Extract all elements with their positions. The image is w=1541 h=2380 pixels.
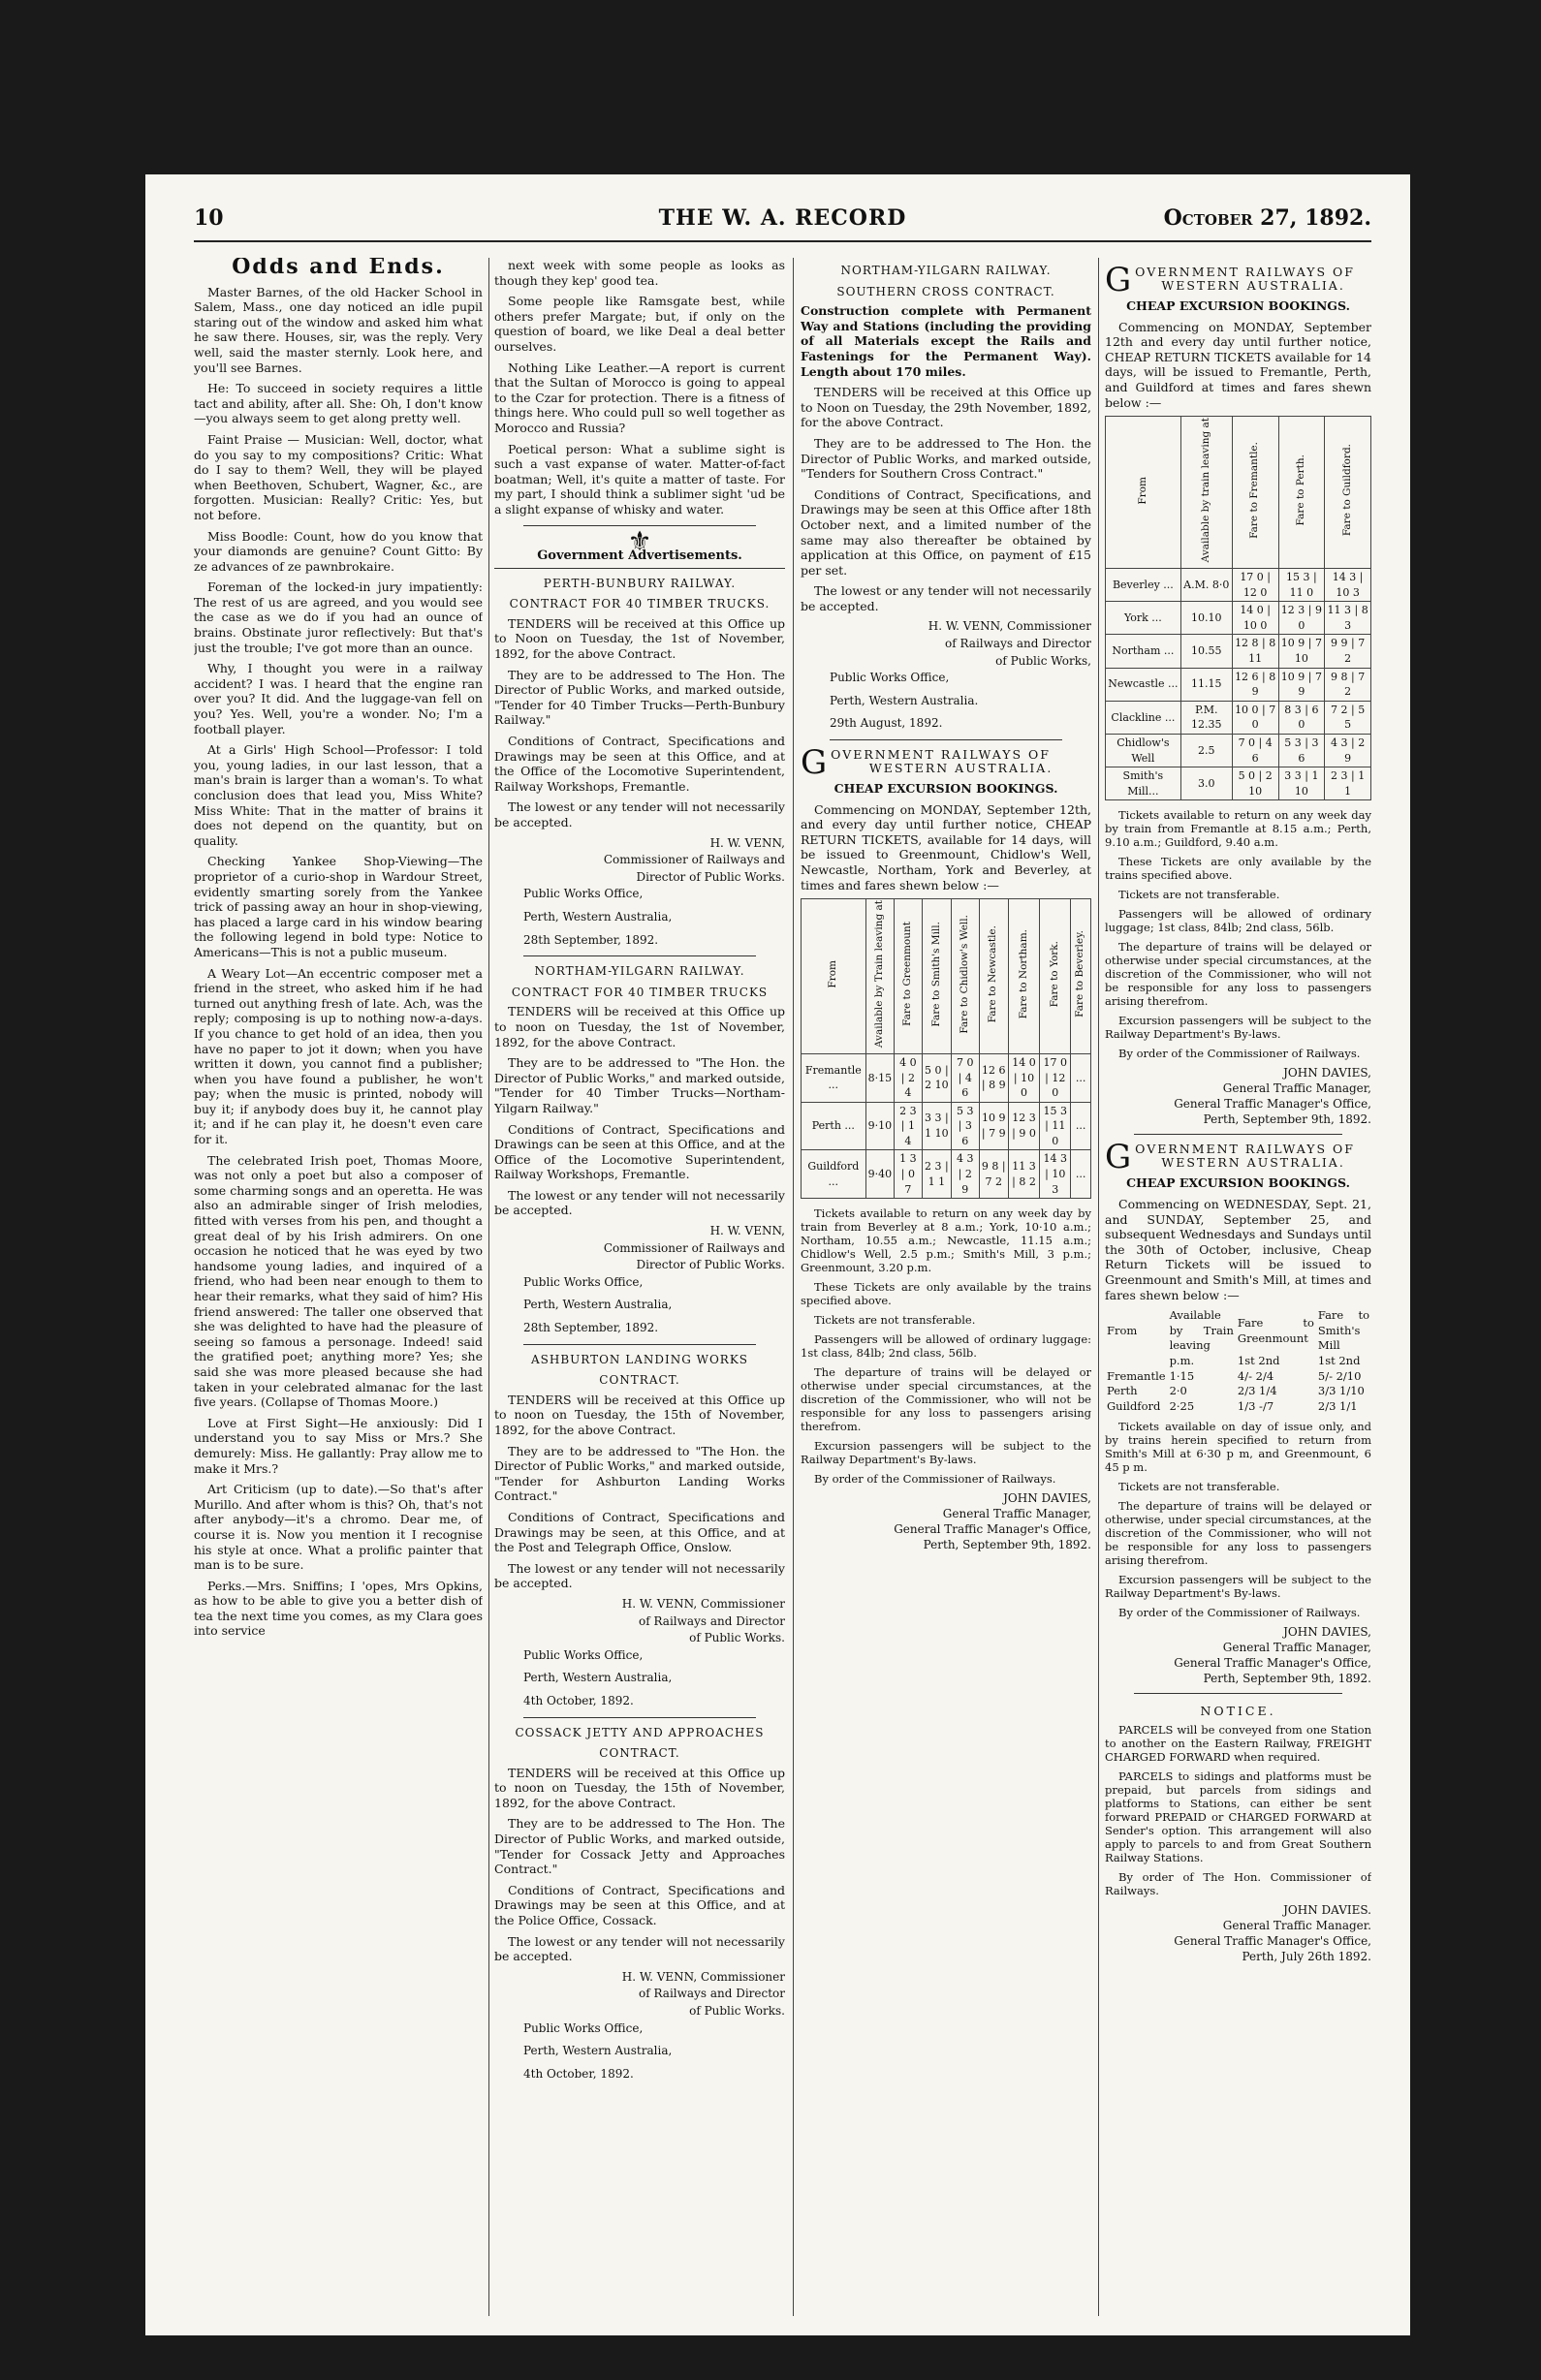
ad-conditions	[1105, 1420, 1371, 1685]
table-cell: 9 9 | 7 2	[1325, 635, 1371, 668]
table-cell: 10 0 | 7 0	[1232, 701, 1278, 734]
table-cell: 3/3 1/10	[1317, 1384, 1365, 1398]
column-header: p.m.	[1169, 1353, 1195, 1367]
page-number: 10	[194, 205, 224, 231]
column-header	[979, 899, 1008, 1054]
signature-line: Director of Public Works.	[636, 869, 785, 884]
signature-line: of Public Works.	[689, 1631, 785, 1645]
paragraph: PARCELS to sidings and platforms must be prepaid, but parcels from sidings and platforms to Stations, can either be sent forward PREPAID or CHARGED FORWARD at Sender's option. This arrangement will also apply to parcels to and from Great Southern Railway Stations.	[1105, 1769, 1371, 1864]
ad-title-block	[801, 743, 1091, 783]
table-cell: Clackline ...	[1106, 701, 1181, 734]
paragraph: Miss Boodle: Count, how do you know that your diamonds are genuine? Count Gitto: By ze advances of ze pawnbrokaire.	[194, 528, 483, 574]
page-header	[194, 205, 1371, 242]
table-cell: 10 9 | 7 10	[1278, 635, 1325, 668]
signature-line: H. W. VENN,	[709, 1224, 785, 1238]
fare-table	[1105, 416, 1371, 800]
table-row	[802, 1053, 1091, 1102]
paragraph: Conditions of Contract, Specifications and Drawings may be seen at this Office, and at the Office of the Locomotive Superintendent, Railway Workshops, Fremantle.	[494, 734, 785, 794]
table-row	[1106, 735, 1371, 767]
signature-line: Perth, Western Australia,	[523, 909, 673, 924]
ad-subtitle: CHEAP EXCURSION BOOKINGS.	[833, 781, 1058, 797]
column-rule	[488, 258, 489, 2316]
ad-subtitle: CONTRACT FOR 40 TIMBER TRUCKS.	[509, 597, 770, 611]
signature-line: 29th August, 1892.	[830, 716, 943, 731]
column-header-label: Fare to Perth.	[1295, 454, 1307, 526]
column-header-label: Fare to Northam.	[1017, 929, 1029, 1019]
column-header-label: Fare to Guildford.	[1340, 444, 1353, 537]
signature-line: Public Works Office,	[523, 1274, 644, 1289]
table-cell: 10.55	[1180, 635, 1232, 668]
table-header-row	[1106, 417, 1371, 569]
column-header-label: From	[827, 959, 838, 988]
paragraph: Perks.—Mrs. Sniffins; I 'opes, Mrs Opkins, as how to be able to give you a better dish of tea the next time you comes, as my Clara goes into service	[194, 1578, 483, 1639]
ad-conditions	[801, 1206, 1091, 1551]
ad-subtitle: CHEAP EXCURSION BOOKINGS.	[1126, 1175, 1350, 1191]
column-three	[801, 258, 1091, 2316]
column-header	[1008, 899, 1039, 1054]
column-header	[802, 899, 866, 1054]
column-header-label: Fare to Chidlow's Well.	[958, 914, 970, 1034]
paragraph: TENDERS will be received at this Office up to Noon on Tuesday, the 1st of November, 1892, for the above Contract.	[494, 615, 785, 662]
signature-line: 28th September, 1892.	[523, 1321, 659, 1335]
table-cell: 2/3 1/1	[1317, 1398, 1358, 1413]
tender-advertisements	[494, 577, 785, 2082]
table-cell: 8 3 | 6 0	[1278, 701, 1325, 734]
table-cell: 4 3 | 2 9	[1325, 735, 1371, 767]
column-header	[865, 899, 895, 1054]
column-header	[1180, 417, 1232, 569]
table-cell: 14 0 | 10 0	[1232, 602, 1278, 635]
ad-lead: Construction complete with Permanent Way and Stations (including the providing of all Materials except the Rails and Fastenings for the Permanent Way). Length about 170 miles.	[801, 303, 1091, 379]
paragraph: Tickets available on day of issue only, and by trains herein specified to return from Smith's Mill at 6·30 p m, and Greenmount, 6 45 p m.	[1105, 1420, 1371, 1475]
column-four	[1105, 258, 1371, 2316]
table-cell: Northam ...	[1106, 635, 1181, 668]
divider	[523, 1344, 756, 1345]
paragraph: The departure of trains will be delayed or otherwise under special circumstances, at the discretion of the Commissioner, who will not be responsible for any loss to passengers arising therefrom.	[801, 1365, 1091, 1434]
ad-subtitle: CONTRACT.	[599, 1373, 680, 1388]
paragraph: Master Barnes, of the old Hacker School in Salem, Mass., one day noticed an idle pupil staring out of the window and asked him what he saw there. Houses, sir, was the reply. Very well, said the master sternly. Look here, and you'll see Barnes.	[194, 284, 483, 375]
table-row	[1105, 1384, 1371, 1399]
paragraph: TENDERS will be received at this Office up to Noon on Tuesday, the 29th November, 1892, for the above Contract.	[801, 385, 1091, 430]
table-cell: ...	[1071, 1102, 1091, 1150]
column-two	[494, 258, 785, 2316]
signature-line: 4th October, 1892.	[523, 1693, 634, 1707]
ad-title-block	[1105, 1138, 1371, 1177]
ad-title: ASHBURTON LANDING WORKS	[530, 1352, 749, 1366]
table-cell: 17 0 | 12 0	[1232, 569, 1278, 602]
table-cell: 5 3 | 3 6	[952, 1102, 980, 1150]
column-header-label: Available by Train leaving at	[873, 900, 886, 1049]
column-header: Fare to Smith's Mill	[1317, 1308, 1369, 1353]
table-cell: Guildford	[1107, 1398, 1161, 1413]
table-cell: 11.15	[1180, 668, 1232, 701]
ad-conditions	[1105, 808, 1371, 1126]
table-cell: 12 6 | 8 9	[1232, 668, 1278, 701]
table-cell: 5 0 | 2 10	[1232, 767, 1278, 800]
crest-icon: ⚜	[627, 524, 652, 557]
ad-subtitle: CHEAP EXCURSION BOOKINGS.	[1126, 298, 1350, 313]
paragraph: Conditions of Contract, Specifications, and Drawings may be seen at this Office after 18th October next, and a limited number of the same may also thereafter be obtained by application at this Office, on payment of £15 per set.	[801, 486, 1091, 578]
paragraph: Conditions of Contract, Specifications and Drawings may be seen, at this Office, and at the Post and Telegraph Office, Onslow.	[494, 1509, 785, 1555]
signature-line: JOHN DAVIES,	[1003, 1491, 1091, 1506]
table-row	[1105, 1369, 1371, 1385]
table-row	[1105, 1399, 1371, 1415]
divider	[523, 955, 756, 956]
table-cell: Smith's Mill...	[1106, 767, 1181, 800]
paragraph: Tickets are not transferable.	[1118, 888, 1280, 902]
paragraph: Nothing Like Leather.—A report is current that the Sultan of Morocco is going to appeal to the Czar for protection. There is a fitness of things here. Who could pull so well together as Morocco and Russia?	[494, 360, 785, 435]
paragraph: next week with some people as looks as though they kep' good tea.	[494, 258, 785, 288]
ad-body	[801, 385, 1091, 732]
column-header-label: Fare to Greenmount	[901, 922, 914, 1027]
signature-line: JOHN DAVIES,	[1283, 1066, 1371, 1080]
table-cell: 5 0 | 2 10	[922, 1053, 951, 1102]
column-header: 1st 2nd	[1317, 1353, 1361, 1367]
table-cell: 2.5	[1180, 735, 1232, 767]
table-row	[1106, 602, 1371, 635]
paragraph: Checking Yankee Shop-Viewing—The proprietor of a curio-shop in Wardour Street, evidently smarting sorely from the Yankee trick of passing away an hour in shop-viewing, has placed a large card in his window bearing the following legend in bold type: Notice to Americans—This is not a public museum.	[194, 854, 483, 959]
paragraph: Tickets available to return on any week day by train from Beverley at 8 a.m.; York, 10·10 a.m.; Northam, 10.55 a.m.; Newcastle, 11.15 a.m.; Chidlow's Well, 2.5 p.m.; Smith's Mill, 3 p.m.; Greenmount, 3.20 p.m.	[801, 1206, 1091, 1275]
signature-line: Public Works Office,	[830, 671, 950, 685]
ad-title-line: WESTERN AUSTRALIA.	[1161, 1155, 1345, 1171]
notice-body	[1105, 1723, 1371, 1963]
column-header	[1106, 417, 1181, 569]
paragraph: Tickets are not transferable.	[814, 1313, 976, 1328]
paragraph: By order of the Commissioner of Railways.	[1118, 1606, 1361, 1620]
article-paragraphs	[194, 285, 483, 1639]
paragraph: Excursion passengers will be subject to the Railway Department's By-laws.	[1105, 1014, 1371, 1042]
column-header: Fare to Greenmount	[1237, 1315, 1314, 1345]
table-cell: 7 2 | 5 5	[1325, 701, 1371, 734]
ad-title: NORTHAM-YILGARN RAILWAY.	[840, 264, 1052, 277]
paragraph: Tickets available to return on any week day by train from Fremantle at 8.15 a.m.; Perth, 9.10 a.m.; Guildford, 9.40 a.m.	[1105, 808, 1371, 850]
table-cell: 8·15	[865, 1053, 895, 1102]
table-row	[802, 1150, 1091, 1199]
ad-title: COSSACK JETTY AND APPROACHES	[515, 1725, 765, 1739]
paragraph: The lowest or any tender will not necessarily be accepted.	[494, 1187, 785, 1218]
table-cell: ...	[1071, 1150, 1091, 1199]
paragraph: The lowest or any tender will not necessarily be accepted.	[494, 1560, 785, 1591]
column-header-label: Fare to Beverley.	[1074, 930, 1086, 1018]
government-advertisements-heading: Government Advertisements.	[494, 548, 785, 569]
signature-line: of Railways and Director	[945, 637, 1091, 651]
signature-line: Perth, September 9th, 1892.	[1203, 1112, 1371, 1127]
table-cell: Chidlow's Well	[1106, 735, 1181, 767]
table-cell: Fremantle	[1107, 1368, 1166, 1383]
column-header	[1040, 899, 1071, 1054]
ad-intro: Commencing on WEDNESDAY, Sept. 21, and SUNDAY, September 25, and subsequent Wednesdays and Sundays until the 30th of October, inclusive, Cheap Return Tickets will be issued to Greenmount and Smith's Mill, at times and fares shewn below :—	[1105, 1196, 1371, 1302]
divider	[1134, 1134, 1342, 1135]
signature-line: H. W. VENN,	[709, 835, 785, 850]
paragraph: Excursion passengers will be subject to the Railway Department's By-laws.	[801, 1439, 1091, 1467]
table-cell: 11 3 | 8 3	[1325, 602, 1371, 635]
table-cell: 4/- 2/4	[1237, 1368, 1274, 1383]
table-cell: 4 3 | 2 9	[952, 1150, 980, 1199]
table-cell: 4 0 | 2 4	[895, 1053, 923, 1102]
signature-line: General Traffic Manager's Office,	[894, 1522, 1091, 1537]
table-cell: ...	[1071, 1053, 1091, 1102]
drop-cap: G	[801, 743, 828, 783]
signature-line: H. W. VENN, Commissioner	[621, 1969, 785, 1984]
paragraph: They are to be addressed to The Hon. The Director of Public Works, and marked outside, "Tender for 40 Timber Trucks—Perth-Bunbury Railway."	[494, 667, 785, 728]
paragraph: Tickets are not transferable.	[1118, 1480, 1280, 1494]
signature-line: 28th September, 1892.	[523, 932, 659, 947]
paragraph: TENDERS will be received at this Office up to noon on Tuesday, the 15th of November, 1892, for the above Contract.	[494, 1392, 785, 1437]
table-row	[802, 1102, 1091, 1150]
paragraph: Passengers will be allowed of ordinary luggage: 1st class, 84lb; 2nd class, 56lb.	[801, 1332, 1091, 1361]
fare-table	[1105, 1308, 1371, 1414]
signature-line: Public Works Office,	[523, 2020, 644, 2035]
paragraph: By order of the Commissioner of Railways.	[814, 1472, 1056, 1487]
signature-line: Public Works Office,	[523, 1647, 644, 1662]
table-cell: P.M. 12.35	[1180, 701, 1232, 734]
signature-line: of Railways and Director	[639, 1987, 785, 2001]
table-cell: Perth	[1107, 1384, 1138, 1398]
table-cell: 12 8 | 8 11	[1232, 635, 1278, 668]
signature-line: Perth, Western Australia,	[523, 2044, 673, 2058]
signature-line: of Railways and Director	[639, 1613, 785, 1628]
column-header-label: Available by train leaving at	[1199, 418, 1211, 563]
paragraph: Passengers will be allowed of ordinary luggage; 1st class, 84lb; 2nd class, 56lb.	[1105, 907, 1371, 935]
signature-line: Perth, July 26th 1892.	[1242, 1949, 1371, 1963]
column-header	[922, 899, 951, 1054]
ad-title: PERTH-BUNBURY RAILWAY.	[543, 576, 737, 590]
table-cell: 2·25	[1169, 1398, 1195, 1413]
table-cell: Fremantle ...	[802, 1053, 866, 1102]
signature-line: Perth, Western Australia,	[523, 1671, 673, 1685]
signature-line: Director of Public Works.	[636, 1258, 785, 1272]
drop-cap: G	[1105, 261, 1132, 299]
ad-title-line: OVERNMENT RAILWAYS OF	[831, 747, 1051, 763]
table-cell: 14 3 | 10 3	[1325, 569, 1371, 602]
table-cell: 9·40	[865, 1150, 895, 1199]
paragraph: Excursion passengers will be subject to the Railway Department's By-laws.	[1105, 1573, 1371, 1601]
table-cell: 1/3 -/7	[1237, 1398, 1274, 1413]
signature-line: 4th October, 1892.	[523, 2066, 634, 2081]
column-header-label: Fare to Smith's Mill.	[929, 921, 942, 1027]
table-header-row	[802, 899, 1091, 1054]
table-cell: 10 9 | 7 9	[979, 1102, 1008, 1150]
paragraph: The departure of trains will be delayed or otherwise under special circumstances, at the discretion of the Commissioner, who will not be responsible for any loss to passengers arising therefrom.	[1105, 940, 1371, 1009]
table-cell: 17 0 | 12 0	[1040, 1053, 1071, 1102]
table-cell: Guildford ...	[802, 1150, 866, 1199]
paragraph: The lowest or any tender will not necessarily be accepted.	[494, 799, 785, 830]
divider	[830, 739, 1062, 740]
table-cell: 10 9 | 7 9	[1278, 668, 1325, 701]
table-cell: 2 3 | 1 1	[922, 1150, 951, 1199]
column-header-label: Fare to Newcastle.	[987, 925, 999, 1023]
column-header	[952, 899, 980, 1054]
column-header: Available by Train leaving	[1169, 1308, 1234, 1353]
paragraph: Art Criticism (up to date).—So that's after Murillo. And after whom is this? Oh, that's not after anybody—it's a chromo. Dear me, of course it is. Now you mention it I recognise his style at once. What a prolific painter that man is to be sure.	[194, 1482, 483, 1573]
ad-title-line: OVERNMENT RAILWAYS OF	[1135, 1142, 1355, 1157]
paragraph: Some people like Ramsgate best, while others prefer Margate; but, if only on the question of board, we like Deal a deal better ourselves.	[494, 294, 785, 354]
signature-line: Commissioner of Railways and	[603, 1240, 785, 1255]
signature-line: Perth, Western Australia,	[523, 1298, 673, 1312]
column-header-label: Fare to York.	[1048, 941, 1060, 1008]
signature-line: of Public Works.	[689, 2004, 785, 2018]
table-cell: 2 3 | 1 1	[1325, 767, 1371, 800]
paragraph: Faint Praise — Musician: Well, doctor, what do you say to my compositions? Critic: What do I say to them? Well, they will be played when Beethoven, Schubert, Wagner, &c., are forgotten. Musician: Really? Critic: Yes, but not before.	[194, 431, 483, 522]
column-header-label: Fare to Fremantle.	[1248, 441, 1261, 539]
table-cell: 14 3 | 10 3	[1040, 1150, 1071, 1199]
ad-title-line: OVERNMENT RAILWAYS OF	[1135, 265, 1355, 279]
paragraph: They are to be addressed to The Hon. the Director of Public Works, and marked outside, "Tenders for Southern Cross Contract."	[801, 435, 1091, 482]
table-row	[1106, 701, 1371, 734]
column-odds-and-ends	[194, 258, 483, 2316]
signature-line: General Traffic Manager.	[1222, 1918, 1371, 1932]
paragraph: They are to be addressed to The Hon. The Director of Public Works, and marked outside, "Tender for Cossack Jetty and Approaches Contract."	[494, 1816, 785, 1877]
table-row	[1106, 767, 1371, 800]
article-paragraphs	[494, 258, 785, 517]
issue-date: October 27, 1892.	[1163, 205, 1371, 231]
signature-line: General Traffic Manager,	[1222, 1641, 1371, 1655]
paragraph: By order of The Hon. Commissioner of Railways.	[1105, 1869, 1371, 1897]
table-cell: 9·10	[865, 1102, 895, 1150]
signature-line: of Public Works,	[995, 653, 1091, 668]
table-cell: 5/- 2/10	[1317, 1368, 1362, 1383]
table-cell: York ...	[1106, 602, 1181, 635]
column-header: 1st 2nd	[1237, 1353, 1280, 1367]
ad-intro: Commencing on MONDAY, September 12th and every day until further notice, CHEAP RETURN TICKETS available for 14 days, will be issued to Fremantle, Perth, and Guildford at times and fares shewn below :—	[1105, 319, 1371, 410]
column-header	[1325, 417, 1371, 569]
paragraph: TENDERS will be received at this Office up to noon on Tuesday, the 1st of November, 1892, for the above Contract.	[494, 1004, 785, 1049]
paragraph: Foreman of the locked-in jury impatiently: The rest of us are agreed, and you would see the case as we do if you had an ounce of brains. Obstinate juror reflectively: But that's just the trouble; I've got more than an ounce.	[194, 579, 483, 655]
ad-subtitle: SOUTHERN CROSS CONTRACT.	[836, 284, 1055, 298]
signature-line: H. W. VENN, Commissioner	[928, 619, 1091, 634]
paragraph: Poetical person: What a sublime sight is such a vast expanse of water. Matter-of-fact boatman; Well, it's quite a matter of taste. For my part, I should think a sublimer sight 'ud be a slight expanse of whisky and water.	[494, 441, 785, 517]
signature-line: JOHN DAVIES,	[1283, 1625, 1371, 1640]
paragraph: These Tickets are only available by the trains specified above.	[801, 1280, 1091, 1308]
column-header	[1278, 417, 1325, 569]
signature-line: General Traffic Manager,	[1222, 1081, 1371, 1096]
signature-line: H. W. VENN, Commissioner	[621, 1596, 785, 1611]
table-cell: 2/3 1/4	[1237, 1384, 1277, 1398]
table-cell: 12 3 | 9 0	[1008, 1102, 1039, 1150]
drop-cap: G	[1105, 1138, 1132, 1177]
table-cell: 1·15	[1169, 1368, 1195, 1383]
divider	[1134, 1693, 1342, 1694]
signature-line: General Traffic Manager's Office,	[1174, 1656, 1371, 1671]
table-cell: 3 3 | 1 10	[922, 1102, 951, 1150]
table-cell: 5 3 | 3 6	[1278, 735, 1325, 767]
table-cell: 1 3 | 0 7	[895, 1150, 923, 1199]
signature-line: JOHN DAVIES.	[1283, 1902, 1371, 1917]
newspaper-page	[145, 174, 1410, 2335]
column-header	[1071, 899, 1091, 1054]
table-cell: 12 3 | 9 0	[1278, 602, 1325, 635]
paragraph: Why, I thought you were in a railway accident? I was. I heard that the engine ran over you? It did. And the luggage-van fell on you? Yes. Well, you're a wonder. No; I'm a football player.	[194, 661, 483, 736]
table-cell: 7 0 | 4 6	[952, 1053, 980, 1102]
paragraph: The celebrated Irish poet, Thomas Moore, was not only a poet but also a composer of some charming songs and an operetta. He was also an admirable singer of Irish melodies, fitted with verses from his pen, and thought a great deal of by his Irish admirers. On one occasion he noticed that he was eyed by two handsome young ladies, and inquired of a friend, who had been near enough to them to hear their remarks, what they said of him? His friend answered: The taller one observed that she was delighted to have had the pleasure of seeing so famous a personage. Indeed! said the gratified poet; anything more? Yes; she said she was more pleased because she had taken in your celebrated almanac for the last five years. (Collapse of Thomas Moore.)	[194, 1152, 483, 1410]
table-cell: 14 0 | 10 0	[1008, 1053, 1039, 1102]
ad-intro: Commencing on MONDAY, September 12th, and every day until further notice, CHEAP RETURN TICKETS, available for 14 days, will be issued to Greenmount, Chidlow's Well, Newcastle, Northam, York and Beverley, at times and fares shewn below :—	[801, 801, 1091, 892]
divider	[523, 1717, 756, 1718]
column-header	[895, 899, 923, 1054]
column-header	[1232, 417, 1278, 569]
ad-title: NORTHAM-YILGARN RAILWAY.	[534, 964, 745, 979]
table-cell: 3.0	[1180, 767, 1232, 800]
paragraph: The lowest or any tender will not necessarily be accepted.	[801, 583, 1091, 613]
table-cell: Perth ...	[802, 1102, 866, 1150]
paragraph: They are to be addressed to "The Hon. the Director of Public Works," and marked outside, "Tender for Ashburton Landing Works Contract."	[494, 1443, 785, 1504]
masthead-title: THE W. A. RECORD	[658, 205, 907, 231]
signature-line: Perth, September 9th, 1892.	[1203, 1672, 1371, 1686]
table-cell: Newcastle ...	[1106, 668, 1181, 701]
column-header-label: From	[1136, 476, 1148, 505]
signature-line: Perth, Western Australia.	[830, 693, 979, 707]
column-rule	[793, 258, 794, 2316]
ad-title-block	[1105, 261, 1371, 299]
table-row	[1106, 635, 1371, 668]
table-cell: 2 3 | 1 4	[895, 1102, 923, 1150]
paragraph: He: To succeed in society requires a little tact and ability, after all. She: Oh, I don't know—you always seem to get along pretty well.	[194, 381, 483, 426]
table-cell: 2·0	[1169, 1384, 1187, 1398]
paragraph: The lowest or any tender will not necessarily be accepted.	[494, 1933, 785, 1964]
paragraph: TENDERS will be received at this Office up to noon on Tuesday, the 15th of November, 1892, for the above Contract.	[494, 1765, 785, 1810]
table-cell: 9 8 | 7 2	[1325, 668, 1371, 701]
table-cell: 7 0 | 4 6	[1232, 735, 1278, 767]
column-rule	[1098, 258, 1099, 2316]
signature-line: Commissioner of Railways and	[603, 853, 785, 867]
table-cell: A.M. 8·0	[1180, 569, 1232, 602]
table-cell: 15 3 | 11 0	[1278, 569, 1325, 602]
table-cell: 9 8 | 7 2	[979, 1150, 1008, 1199]
signature-line: Perth, September 9th, 1892.	[923, 1538, 1091, 1552]
ad-title-line: WESTERN AUSTRALIA.	[1161, 278, 1345, 293]
paragraph: Love at First Sight—He anxiously: Did I understand you to say Miss or Mrs.? She demurely: Miss. He gallantly: Pray allow me to make it Mrs.?	[194, 1415, 483, 1476]
paragraph: PARCELS will be conveyed from one Station to another on the Eastern Railway, FREIGHT CHARGED FORWARD when required.	[1105, 1722, 1371, 1764]
signature-line: Public Works Office,	[523, 887, 644, 901]
table-header-row	[1105, 1308, 1371, 1354]
signature-line: General Traffic Manager's Office,	[1174, 1097, 1371, 1112]
paragraph: Conditions of Contract, Specifications and Drawings can be seen at this Office, and at the Office of the Locomotive Superintendent, Railway Workshops, Fremantle.	[494, 1121, 785, 1182]
paragraph: The departure of trains will be delayed or otherwise, under special circumstances, at the discretion of the Commissioner, who will not be responsible for any loss to passengers arising therefrom.	[1105, 1499, 1371, 1568]
notice-heading: NOTICE.	[1200, 1704, 1276, 1719]
paragraph: At a Girls' High School—Professor: I told you, young ladies, in our last lesson, that a man's brain is larger than a woman's. To what conclusion does that lead you, Miss White? Miss White: That in the matter of brains it does not depend on the quantity, but on quality.	[194, 742, 483, 848]
table-cell: 11 3 | 8 2	[1008, 1150, 1039, 1199]
table-header-row	[1105, 1354, 1371, 1369]
paragraph: They are to be addressed to "The Hon. the Director of Public Works," and marked outside, "Tender for 40 Timber Trucks—Northam-Yilgarn Railway."	[494, 1055, 785, 1115]
ad-subtitle: CONTRACT.	[599, 1746, 680, 1761]
table-row	[1106, 569, 1371, 602]
column-header: From	[1107, 1323, 1138, 1337]
table-cell: 12 6 | 8 9	[979, 1053, 1008, 1102]
column-header	[1105, 1354, 1168, 1369]
ad-title-line: WESTERN AUSTRALIA.	[868, 761, 1054, 776]
paragraph: These Tickets are only available by the trains specified above.	[1105, 855, 1371, 883]
paragraph: Conditions of Contract, Specifications and Drawings may be seen at this Office, and at the Police Office, Cossack.	[494, 1882, 785, 1928]
table-cell: 15 3 | 11 0	[1040, 1102, 1071, 1150]
table-row	[1106, 668, 1371, 701]
paragraph: A Weary Lot—An eccentric composer met a friend in the street, who asked him if he had turned out anything fresh of late. Ach, was the reply; composing is up to nothing now-a-days. If you chance to get hold of an idea, then you have no paper to jot it down; when you have written it down, you cannot find a publisher; when you have found a publisher, he won't pay; when the music is printed, nobody will buy it; if anybody does buy it, he cannot play it; and if he can play it, he doesn't even care for it.	[194, 965, 483, 1147]
table-cell: 10.10	[1180, 602, 1232, 635]
signature-line: General Traffic Manager's Office,	[1174, 1933, 1371, 1948]
table-cell: 3 3 | 1 10	[1278, 767, 1325, 800]
fare-table	[801, 898, 1091, 1199]
section-heading: Odds and Ends.	[232, 258, 445, 279]
table-cell: Beverley ...	[1106, 569, 1181, 602]
signature-line: General Traffic Manager,	[942, 1507, 1091, 1521]
paragraph: By order of the Commissioner of Railways.	[1118, 1047, 1361, 1061]
ad-subtitle: CONTRACT FOR 40 TIMBER TRUCKS	[511, 985, 769, 999]
